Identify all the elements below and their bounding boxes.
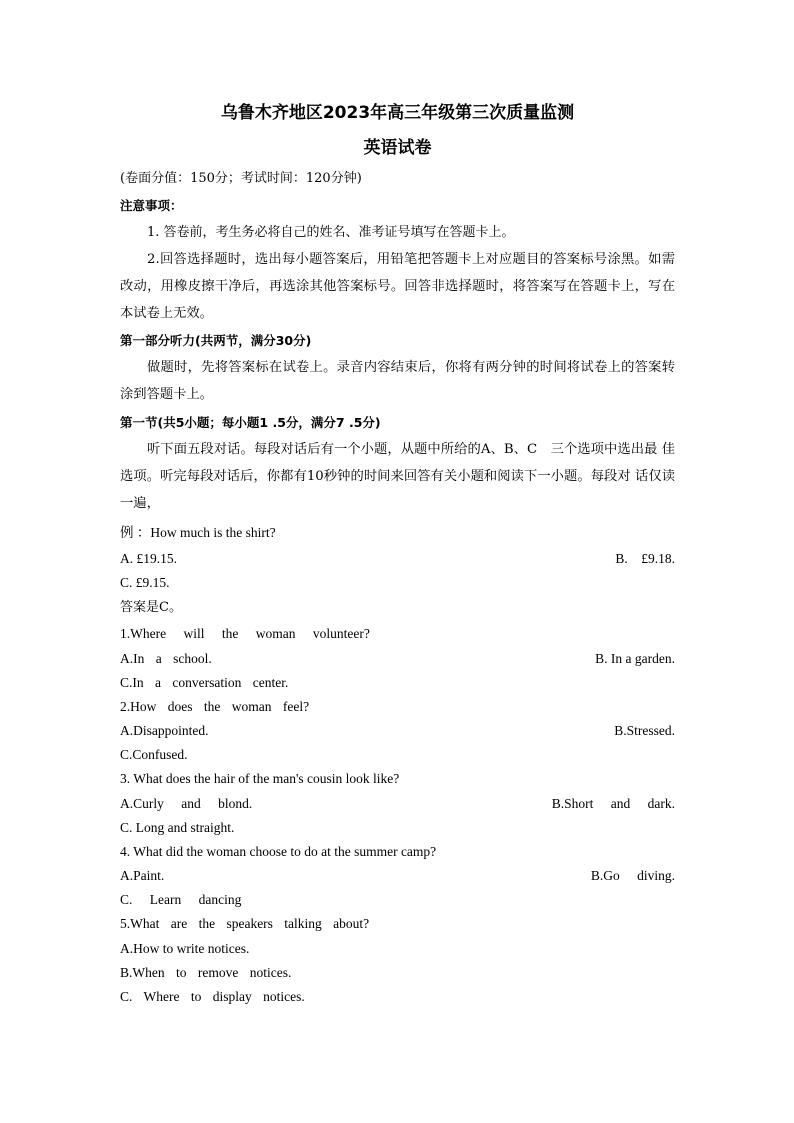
exam-info: (卷面分值：150分；考试时间：120分钟) xyxy=(120,171,362,186)
exam-title: 乌鲁木齐地区2023年高三年级第三次质量监测 xyxy=(220,103,575,123)
part1-heading: 第一部分听力(共两节，满分30分) xyxy=(120,333,312,348)
question-2-stem: 2.How does the woman feel? xyxy=(120,699,310,714)
question-2-option-a: A.Disappointed. xyxy=(120,723,209,738)
question-2-option-b: B.Stressed. xyxy=(614,723,675,738)
question-1-option-c: C.In a conversation center. xyxy=(120,675,289,690)
question-3-option-a: A.Curly and blond. xyxy=(120,796,253,811)
question-2-option-c: C.Confused. xyxy=(120,747,188,762)
example-option-c: C. £9.15. xyxy=(120,575,170,590)
question-5-option-a: A.How to write notices. xyxy=(120,941,250,956)
question-1-stem: 1.Where will the woman volunteer? xyxy=(120,626,370,641)
question-1-option-b: B. In a garden. xyxy=(595,651,675,666)
question-4-option-b: B.Go diving. xyxy=(590,868,675,883)
example-question: 例 ：How much is the shirt? xyxy=(120,525,276,540)
question-5-option-b: B.When to remove notices. xyxy=(120,965,292,980)
example-answer: 答案是C。 xyxy=(120,600,182,615)
question-4-option-a: A.Paint. xyxy=(120,868,165,883)
section1-heading: 第一节(共5小题；每小题1 .5分，满分7 .5分) xyxy=(120,415,381,430)
question-4-option-c: C. Learn dancing xyxy=(120,892,242,907)
question-5-stem: 5.What are the speakers talking about? xyxy=(120,916,370,931)
question-3-stem: 3. What does the hair of the man's cousin look like? xyxy=(120,771,400,786)
part1-instruction: 做题时，先将答案标在试卷上。录音内容结束后，你将有两分钟的时间将试卷上的答案转涂到答题卡上。 xyxy=(120,360,675,402)
notes-item-1: 1. 答卷前，考生务必将自己的姓名、准考证号填写在答题卡上。 xyxy=(147,225,515,240)
example-option-a: A. £19.15. xyxy=(120,551,177,566)
question-1-option-a: A.In a school. xyxy=(120,651,212,666)
example-option-b: B. £9.18. xyxy=(615,551,675,566)
notes-heading: 注意事项： xyxy=(120,198,183,213)
question-5-option-c: C. Where to display notices. xyxy=(120,989,305,1004)
question-3-option-b: B.Short and dark. xyxy=(551,796,675,811)
question-4-stem: 4. What did the woman choose to do at the summer camp? xyxy=(120,844,437,859)
section1-instruction: 听下面五段对话。每段对话后有一个小题，从题中所给的A、B、C 三个选项中选出最 佳选项。听完每段对话后，你都有10秒钟的时间来回答有关小题和阅读下一小题。每段对 话仅读一遍， xyxy=(120,442,675,511)
question-3-option-c: C. Long and straight. xyxy=(120,820,235,835)
notes-item-2: 2.回答选择题时，选出每小题答案后，用铅笔把答题卡上对应题目的答案标号涂黑。如需改动，用橡皮擦干净后，再选涂其他答案标号。回答非选择题时，将答案写在答题卡上，写在本试卷上无效。 xyxy=(120,252,675,321)
exam-subtitle: 英语试卷 xyxy=(363,138,432,158)
